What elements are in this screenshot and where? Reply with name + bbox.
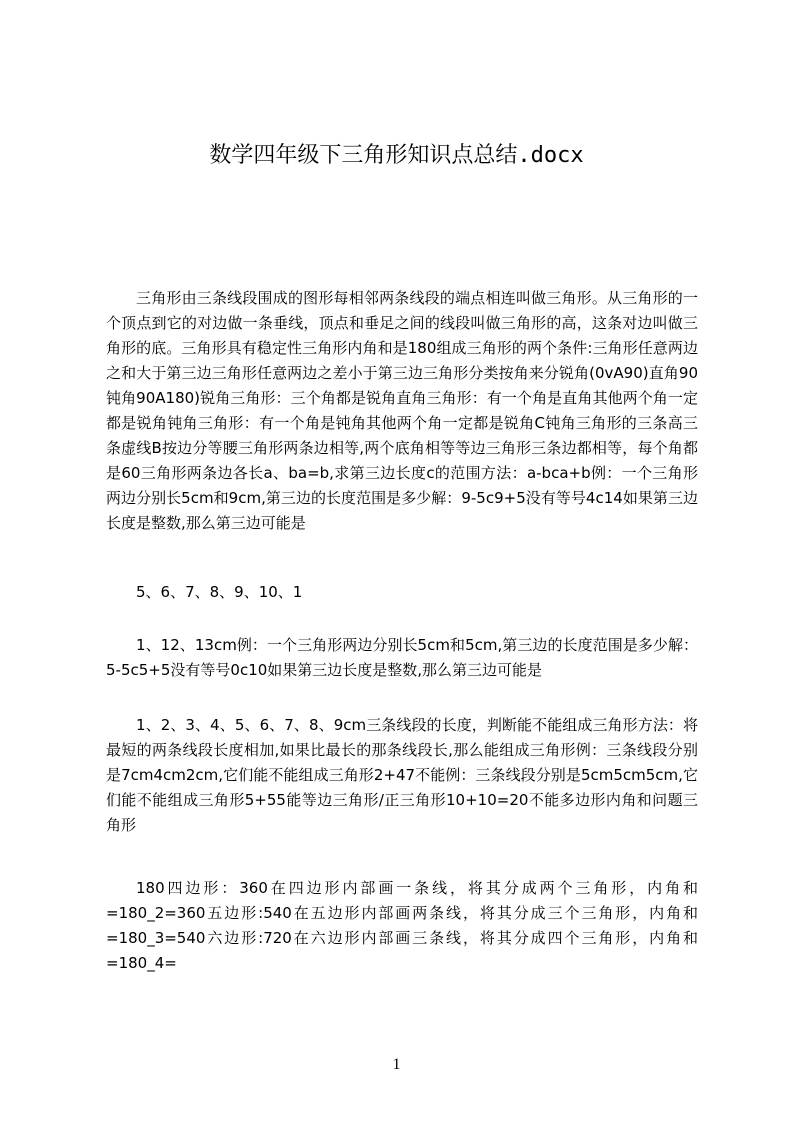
- paragraph-polygon-angles: 180四边形：360在四边形内部画一条线，将其分成两个三角形，内角和=180_2=360五边形:540在五边形内部画两条线，将其分成三个三角形，内角和=180_3=540六边形:720在六边形内部画三条线，将其分成四个三角形，内角和=180_4=: [106, 879, 698, 972]
- page-number: 1: [392, 1056, 401, 1073]
- paragraph-triangle-definition: 三角形由三条线段围成的图形每相邻两条线段的端点相连叫做三角形。从三角形的一个顶点到它的对边做一条垂线，顶点和垂足之间的线段叫做三角形的高，这条对边叫做三角形的底。三角形具有稳定性三角形内角和是180组成三角形的两个条件:三角形任意两边之和大于第三边三角形任意两边之差小于第三边三角形分类按角来分锐角(0vA90)直角90钝角90A180)锐角三角形：三个角都是锐角直角三角形：有一个角是直角其他两个角一定都是锐角钝角三角形：有一个角是钝角其他两个角一定都是锐角C钝角三角形的三条高三条虚线B按边分等腰三角形两条边相等,两个底角相等等边三角形三条边都相等，每个角都是60三角形两条边各长a、ba=b,求第三边长度c的范围方法：a-bca+b例：一个三角形两边分别长5cm和9cm,第三边的长度范围是多少解：9-5c9+5没有等号4c14如果第三边长度是整数,那么第三边可能是: [106, 289, 698, 532]
- paragraph-second-example: 1、12、13cm例：一个三角形两边分别长5cm和5cm,第三边的长度范围是多少解：5-5c5+5没有等号0c10如果第三边长度是整数,那么第三边可能是: [106, 636, 698, 679]
- paragraph-possible-lengths: 5、6、7、8、9、10、1: [136, 583, 303, 601]
- paragraph-forming-triangle: 1、2、3、4、5、6、7、8、9cm三条线段的长度，判断能不能组成三角形方法：将最短的两条线段长度相加,如果比最长的那条线段长,那么能组成三角形例：三条线段分别是7cm4cm2cm,它们能不能组成三角形2+47不能例：三条线段分别是5cm5cm5cm,它们能不能组成三角形5+55能等边三角形/正三角形10+10=20不能多边形内角和问题三角形: [106, 716, 698, 834]
- document-title: 数学四年级下三角形知识点总结.docx: [209, 143, 584, 168]
